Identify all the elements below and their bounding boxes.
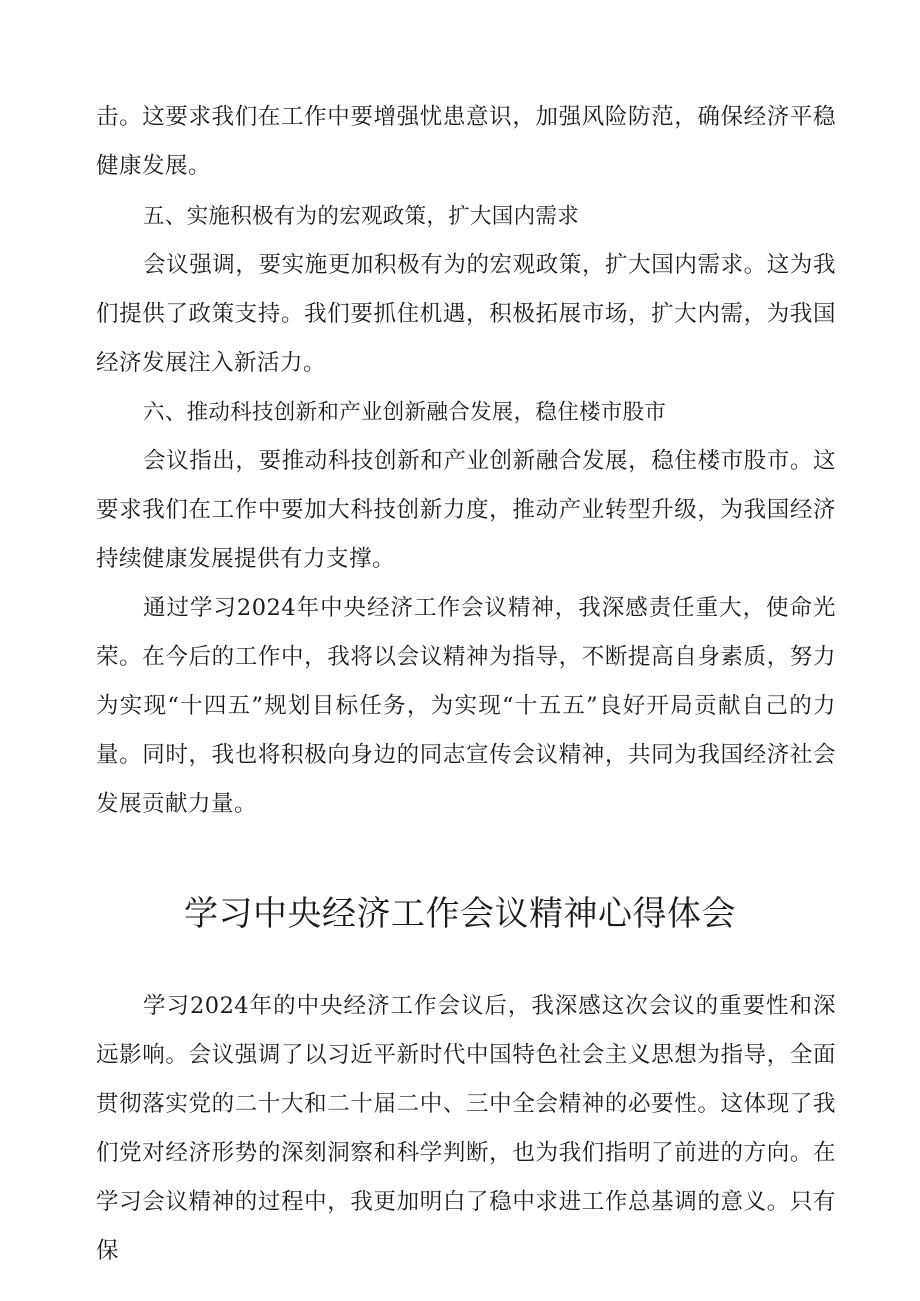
continuation-block [96, 93, 836, 191]
article-title: 学习中央经济工作会议精神心得体会 [184, 894, 736, 934]
article-intro-paragraph: 学习2024年的中央经济工作会议后，我深感这次会议的重要性和深远影响。会议强调了以习近平新时代中国特色社会主义思想为指导，全面贯彻落实党的二十大和二十届二中、三中全会精神的必要性。这体现了我们党对经济形势的深刻洞察和科学判断，也为我们指明了前进的方向。在学习会议精神的过程中，我更加明白了稳中求进工作总基调的意义。只有保 [96, 993, 836, 1264]
article-intro-block [96, 982, 836, 1276]
section-5-body: 会议强调，要实施更加积极有为的宏观政策，扩大国内需求。这为我们提供了政策支持。我们要抓住机遇，积极拓展市场，扩大内需，为我国经济发展注入新活力。 [96, 252, 836, 376]
section-6-heading: 六、推动科技创新和产业创新融合发展，稳住楼市股市 [143, 400, 667, 425]
section-5 [96, 192, 836, 388]
conclusion-block [96, 584, 836, 829]
section-6-body: 会议指出，要推动科技创新和产业创新融合发展，稳住楼市股市。这要求我们在工作中要加大科技创新力度，推动产业转型升级，为我国经济持续健康发展提供有力支撑。 [96, 448, 836, 572]
conclusion-paragraph: 通过学习2024年中央经济工作会议精神，我深感责任重大，使命光荣。在今后的工作中，我将以会议精神为指导，不断提高自身素质，努力为实现“十四五”规划目标任务，为实现“十五五”良好开局贡献自己的力量。同时，我也将积极向身边的同志宣传会议精神，共同为我国经济社会发展贡献力量。 [96, 595, 836, 817]
continuation-paragraph: 击。这要求我们在工作中要增强忧患意识，加强风险防范，确保经济平稳健康发展。 [96, 104, 836, 179]
section-6 [96, 388, 836, 584]
section-5-heading: 五、实施积极有为的宏观政策，扩大国内需求 [143, 204, 580, 229]
